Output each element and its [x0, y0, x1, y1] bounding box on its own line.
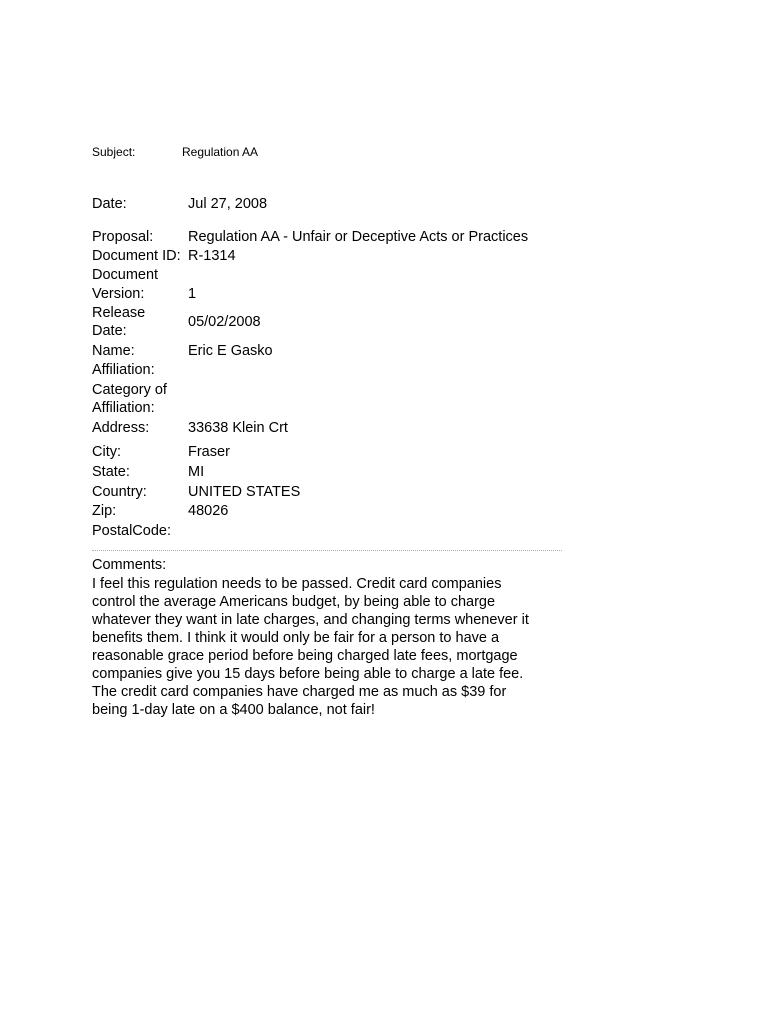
- document-id-label: Document ID:: [92, 248, 181, 264]
- subject-value: Regulation AA: [182, 145, 259, 159]
- zip-label: Zip:: [92, 503, 117, 519]
- subject-label: Subject:: [92, 145, 136, 159]
- date-value: Jul 27, 2008: [188, 196, 268, 212]
- name-value: Eric E Gasko: [188, 343, 273, 359]
- document-version-value: 1: [188, 286, 197, 302]
- country-value: UNITED STATES: [188, 484, 301, 500]
- comment-line: companies give you 15 days before being able to charge a late fee.: [92, 666, 524, 682]
- affiliation-label: Affiliation:: [92, 362, 155, 378]
- proposal-label: Proposal:: [92, 229, 154, 245]
- document-id-value: R-1314: [188, 248, 236, 264]
- address-label: Address:: [92, 420, 150, 436]
- address-value: 33638 Klein Crt: [188, 420, 288, 436]
- category-of-affiliation-label-line1: Category of: [92, 382, 167, 398]
- name-label: Name:: [92, 343, 135, 359]
- release-date-value: 05/02/2008: [188, 314, 261, 330]
- section-divider: [92, 550, 562, 551]
- category-of-affiliation-label-line2: Affiliation:: [92, 400, 155, 416]
- comment-line: whatever they want in late charges, and changing terms whenever it: [92, 612, 529, 628]
- city-value: Fraser: [188, 444, 230, 460]
- release-date-label-line1: Release: [92, 305, 146, 321]
- comment-line: being 1-day late on a $400 balance, not fair!: [92, 702, 375, 718]
- comment-line: benefits them. I think it would only be fair for a person to have a: [92, 630, 500, 646]
- comment-line: The credit card companies have charged me as much as $39 for: [92, 684, 507, 700]
- comment-line: I feel this regulation needs to be passed. Credit card companies: [92, 576, 502, 592]
- document-version-label-line1: Document: [92, 267, 159, 283]
- proposal-value: Regulation AA - Unfair or Deceptive Acts or Practices: [188, 229, 529, 245]
- comments-label: Comments:: [92, 557, 167, 573]
- date-label: Date:: [92, 196, 127, 212]
- zip-value: 48026: [188, 503, 229, 519]
- document-version-label-line2: Version:: [92, 286, 145, 302]
- country-label: Country:: [92, 484, 147, 500]
- state-value: MI: [188, 464, 205, 480]
- state-label: State:: [92, 464, 130, 480]
- comments-body: [92, 575, 567, 719]
- postal-code-label: PostalCode:: [92, 523, 171, 539]
- release-date-label-line2: Date:: [92, 323, 127, 339]
- comment-line: control the average Americans budget, by being able to charge: [92, 594, 496, 610]
- city-label: City:: [92, 444, 121, 460]
- comment-line: reasonable grace period before being charged late fees, mortgage: [92, 648, 518, 664]
